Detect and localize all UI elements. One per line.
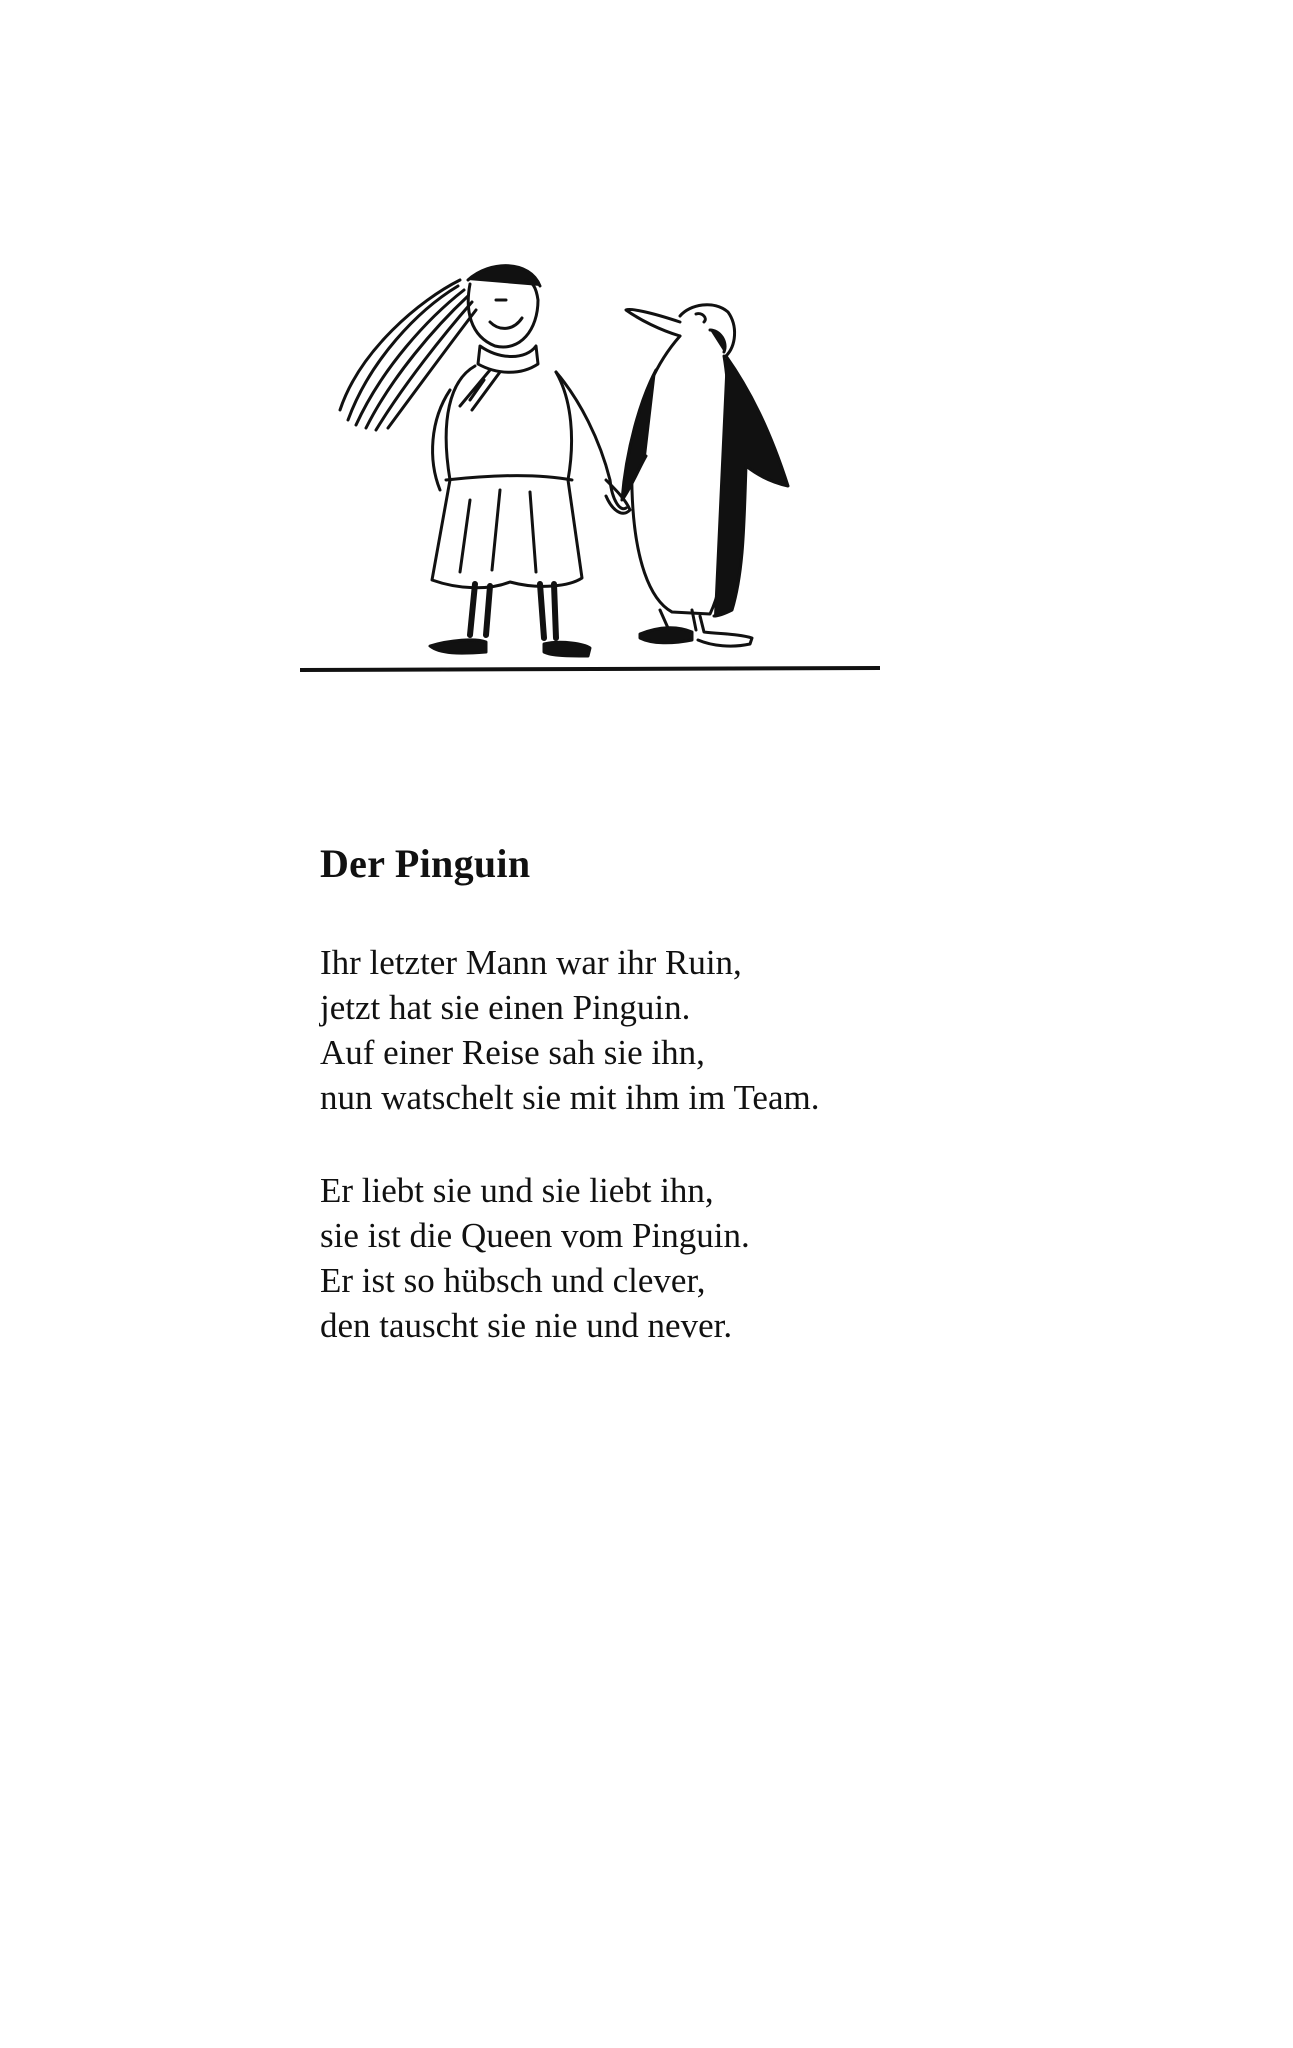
poem-line: nun watschelt sie mit ihm im Team.	[320, 1078, 820, 1117]
poem-stanza-1	[320, 940, 819, 1120]
poem-line: Ihr letzter Mann war ihr Ruin,	[320, 943, 742, 982]
poem-line: Er ist so hübsch und clever,	[320, 1261, 706, 1300]
woman-and-penguin-illustration	[300, 260, 880, 760]
poem-line: jetzt hat sie einen Pinguin.	[320, 988, 691, 1027]
penguin-beak	[626, 310, 680, 337]
woman-head	[468, 280, 538, 347]
woman-legs	[470, 584, 490, 635]
penguin-body	[632, 336, 731, 614]
penguin	[622, 305, 788, 646]
poem-line: den tauscht sie nie und never.	[320, 1306, 733, 1345]
poem-line: Auf einer Reise sah sie ihn,	[320, 1033, 705, 1072]
illustration-svg	[300, 260, 880, 760]
poem-line: Er liebt sie und sie liebt ihn,	[320, 1171, 714, 1210]
penguin-flipper	[714, 356, 788, 616]
poem-stanza-2	[320, 1168, 750, 1348]
poem-title: Der Pinguin	[320, 841, 531, 886]
ground-line	[300, 668, 880, 670]
woman-scarf	[478, 346, 538, 372]
poem-line: sie ist die Queen vom Pinguin.	[320, 1216, 750, 1255]
woman-hair	[340, 280, 476, 430]
